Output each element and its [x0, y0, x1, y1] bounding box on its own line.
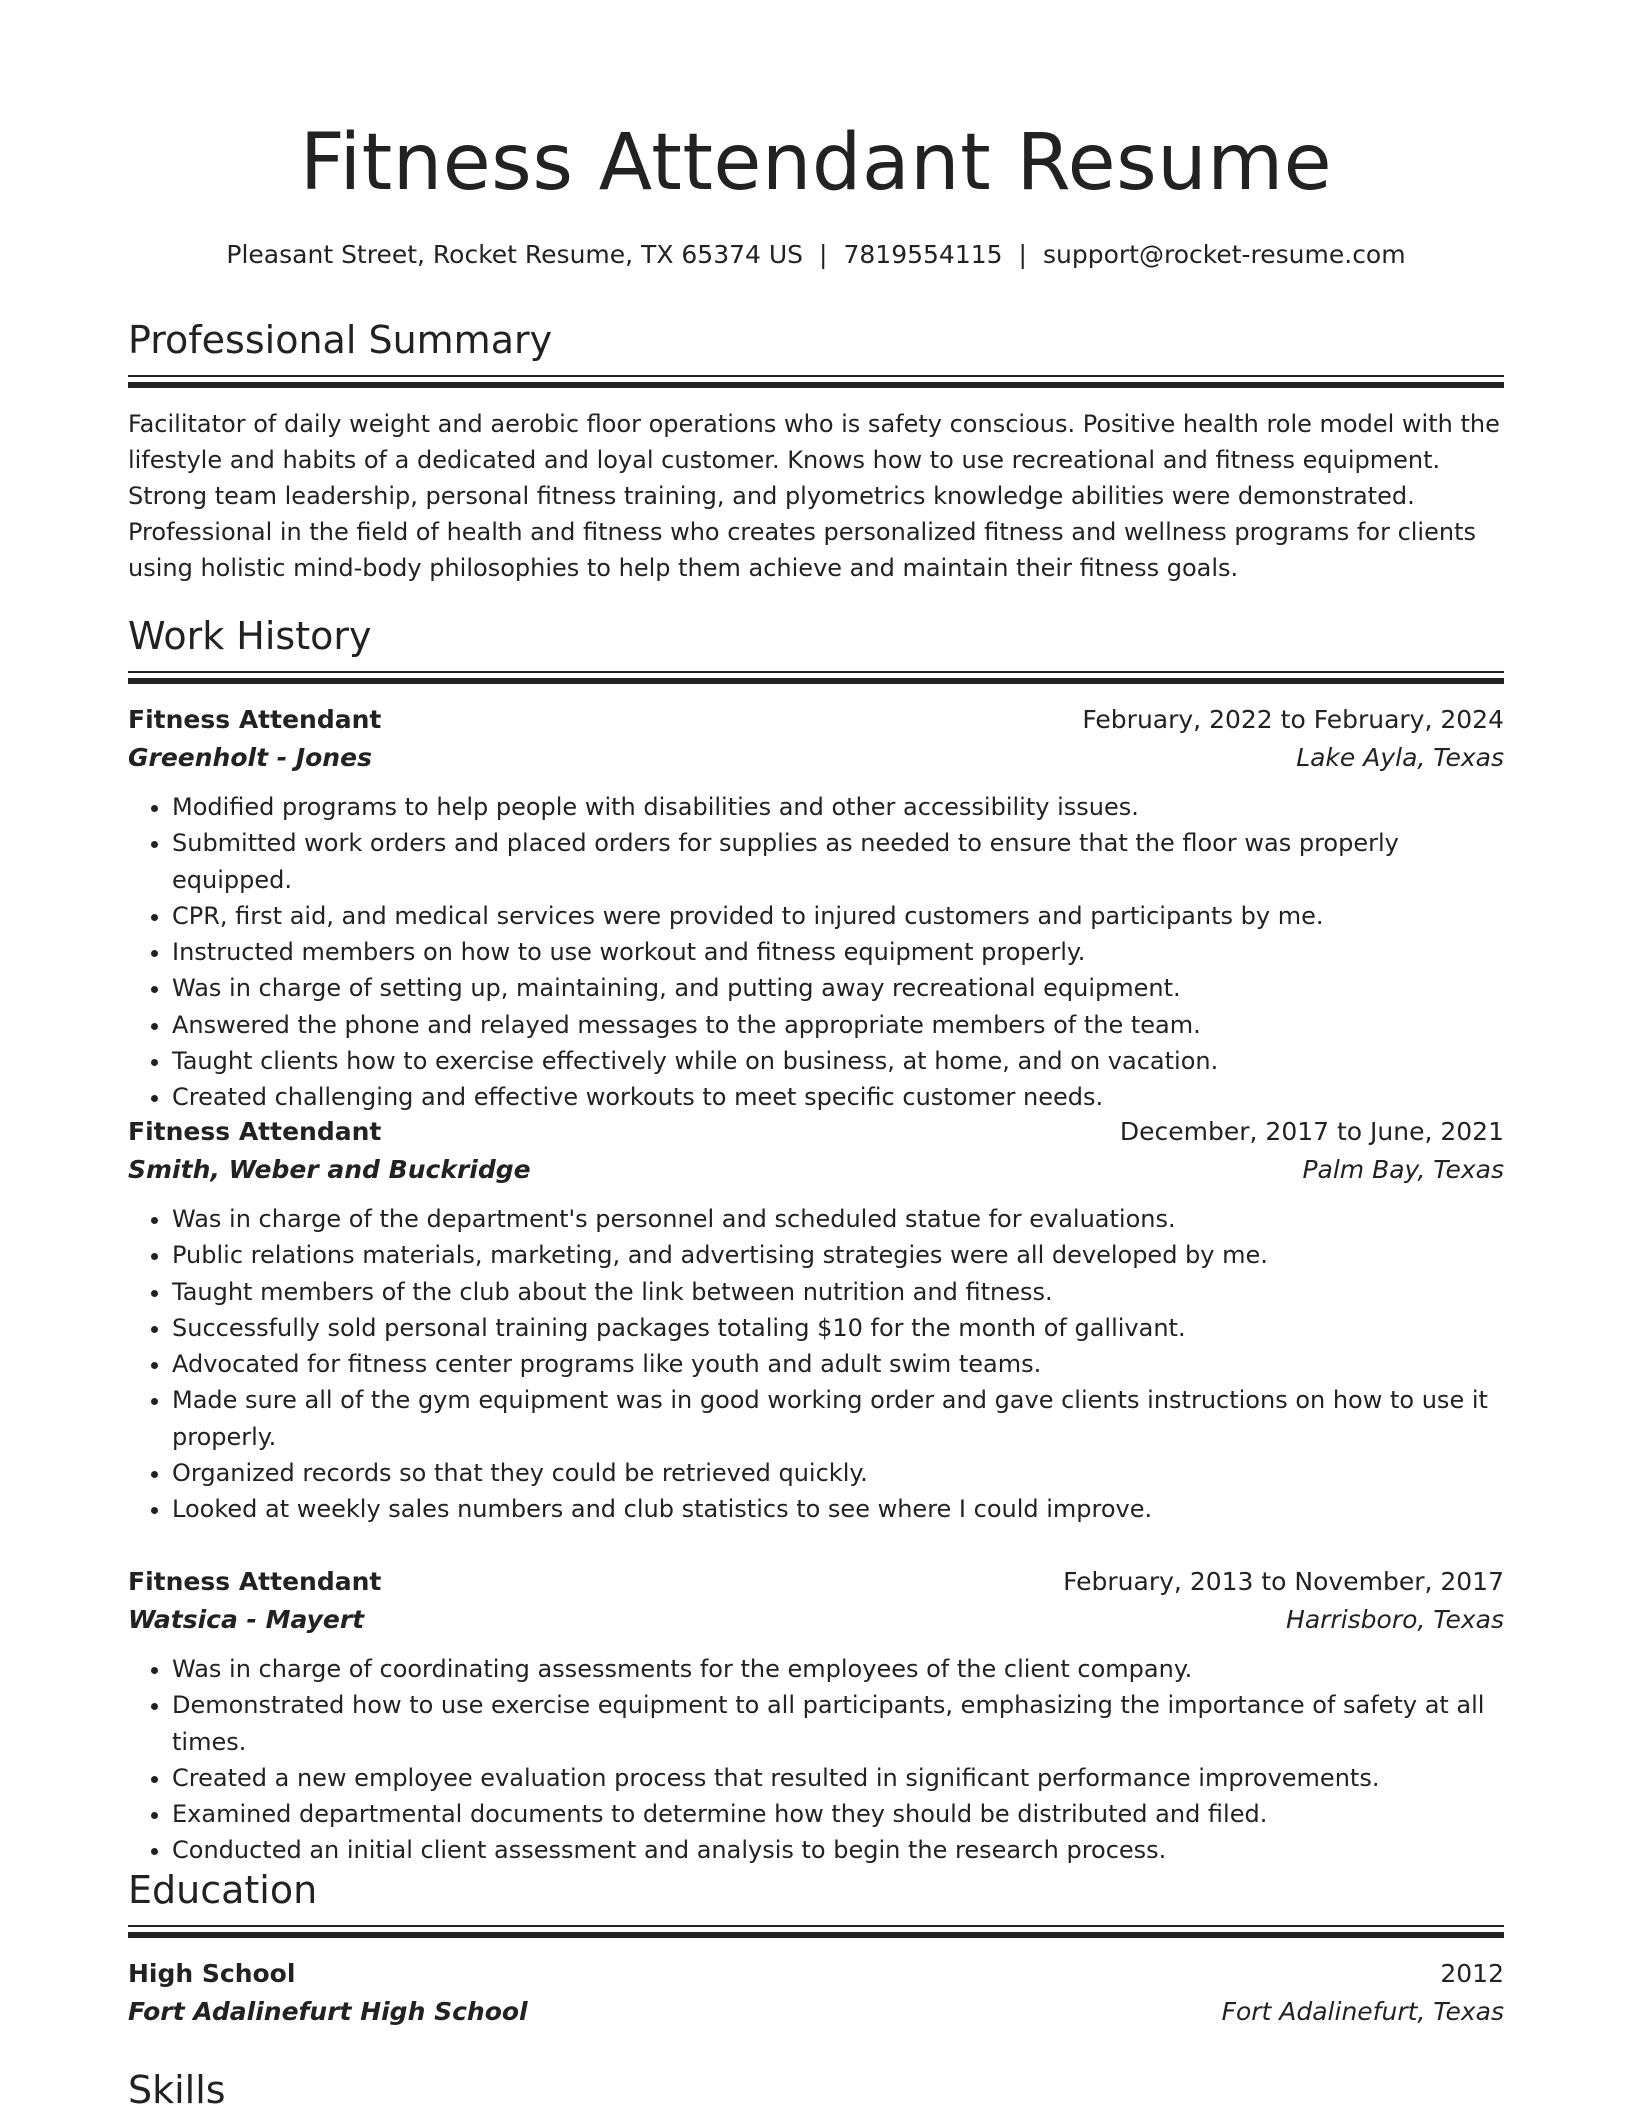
separator: |	[1018, 240, 1027, 269]
summary-text: Facilitator of daily weight and aerobic floor operations who is safety conscious. Positive health role model with the lifestyle and habits of a dedicated and loyal customer. Knows how to use recreational and fitness equipment. Strong team leadership, personal fitness training, and plyometrics knowledge abilities were demonstrated. Professional in the field of health and fitness who creates personalized fitness and wellness programs for clients using holistic mind-body philosophies to help them achieve and maintain their fitness goals.	[128, 410, 1500, 582]
job-bullets	[128, 1201, 1504, 1528]
job-bullet: • Examined departmental documents to determine how they should be distributed and filed.	[172, 1796, 1504, 1832]
job-bullet: • Taught clients how to exercise effectively while on business, at home, and on vacation.	[172, 1043, 1504, 1079]
job-bullet: • Was in charge of setting up, maintaining, and putting away recreational equipment.	[172, 970, 1504, 1006]
education-year: 2012	[1440, 1959, 1504, 1988]
phone: 7819554115	[843, 240, 1003, 269]
education-entry	[128, 1955, 1504, 2031]
email: support@rocket-resume.com	[1042, 240, 1406, 269]
company-name: Smith, Weber and Buckridge	[128, 1155, 531, 1184]
job-bullet: • Organized records so that they could be retrieved quickly.	[172, 1455, 1504, 1491]
job-bullet: • Submitted work orders and placed orders for supplies as needed to ensure that the floor was properly equipped.	[172, 825, 1504, 898]
job-location: Lake Ayla, Texas	[1296, 743, 1504, 772]
section-rule	[128, 671, 1504, 683]
job-bullet: • Advocated for fitness center programs like youth and adult swim teams.	[172, 1346, 1504, 1382]
section-title-skills: Skills	[128, 2068, 226, 2112]
job-bullet: • Answered the phone and relayed messages to the appropriate members of the team.	[172, 1007, 1504, 1043]
job-dates: February, 2022 to February, 2024	[1082, 705, 1504, 734]
job-bullet: • Modified programs to help people with disabilities and other accessibility issues.	[172, 789, 1504, 825]
job-entry	[128, 1113, 1504, 1528]
separator: |	[819, 240, 828, 269]
job-bullet: • Public relations materials, marketing, and advertising strategies were all developed by me.	[172, 1237, 1504, 1273]
job-bullet: • Conducted an initial client assessment and analysis to begin the research process.	[172, 1832, 1504, 1868]
job-bullet: • Was in charge of coordinating assessments for the employees of the client company.	[172, 1651, 1504, 1687]
job-bullet: • Made sure all of the gym equipment was in good working order and gave clients instructions on how to use it properly.	[172, 1382, 1504, 1455]
job-bullet: • Demonstrated how to use exercise equipment to all participants, emphasizing the importance of safety at all times.	[172, 1687, 1504, 1760]
job-dates: February, 2013 to November, 2017	[1063, 1567, 1504, 1596]
job-bullet: • Successfully sold personal training packages totaling $10 for the month of gallivant.	[172, 1310, 1504, 1346]
job-entry	[128, 701, 1504, 1116]
section-title-summary: Professional Summary	[128, 318, 553, 362]
job-bullet: • CPR, first aid, and medical services were provided to injured customers and participants by me.	[172, 898, 1504, 934]
school-name: Fort Adalinefurt High School	[128, 1997, 528, 2026]
job-entry	[128, 1563, 1504, 1869]
job-bullet: • Looked at weekly sales numbers and club statistics to see where I could improve.	[172, 1491, 1504, 1527]
job-dates: December, 2017 to June, 2021	[1119, 1117, 1504, 1146]
job-location: Harrisboro, Texas	[1286, 1605, 1504, 1634]
company-name: Greenholt - Jones	[128, 743, 372, 772]
job-title: Fitness Attendant	[128, 1117, 382, 1146]
job-bullets	[128, 1651, 1504, 1869]
section-title-education: Education	[128, 1868, 318, 1912]
section-rule	[128, 1925, 1504, 1937]
company-name: Watsica - Mayert	[128, 1605, 365, 1634]
job-bullet: • Instructed members on how to use workout and fitness equipment properly.	[172, 934, 1504, 970]
job-bullet: • Was in charge of the department's personnel and scheduled statue for evaluations.	[172, 1201, 1504, 1237]
job-bullets	[128, 789, 1504, 1116]
job-bullet: • Taught members of the club about the link between nutrition and fitness.	[172, 1274, 1504, 1310]
job-title: Fitness Attendant	[128, 1567, 382, 1596]
job-bullet: • Created a new employee evaluation process that resulted in significant performance improvements.	[172, 1760, 1504, 1796]
job-title: Fitness Attendant	[128, 705, 382, 734]
section-rule	[128, 375, 1504, 387]
education-location: Fort Adalinefurt, Texas	[1221, 1997, 1504, 2026]
resume-title: Fitness Attendant Resume	[299, 118, 1333, 208]
job-location: Palm Bay, Texas	[1302, 1155, 1504, 1184]
address: Pleasant Street, Rocket Resume, TX 65374 US	[226, 240, 804, 269]
contact-line	[128, 240, 1504, 269]
job-bullet: • Created challenging and effective workouts to meet specific customer needs.	[172, 1079, 1504, 1115]
degree: High School	[128, 1959, 296, 1988]
section-title-work-history: Work History	[128, 614, 372, 658]
